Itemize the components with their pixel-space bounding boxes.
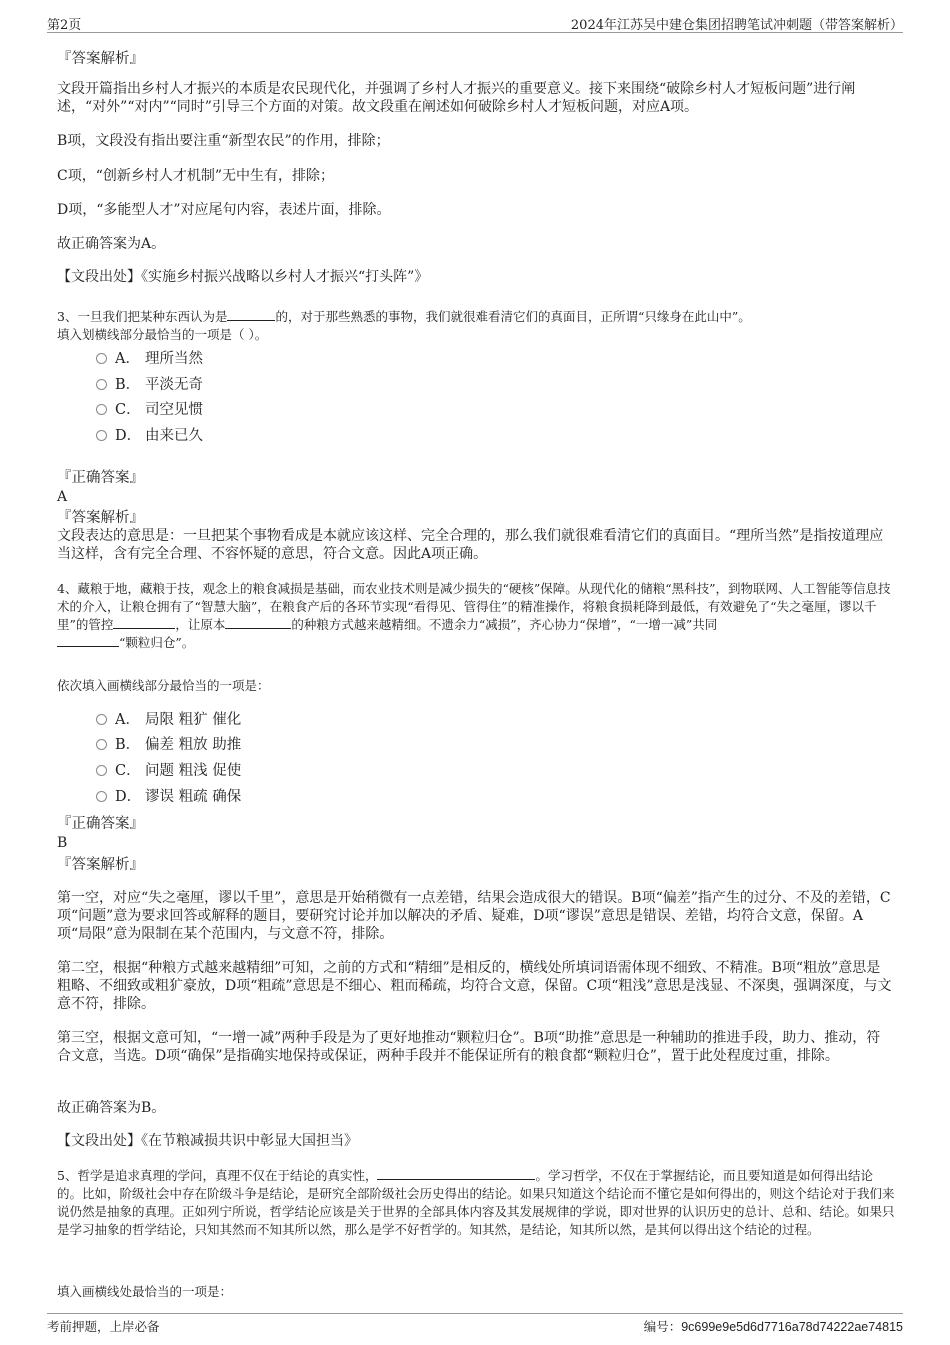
- q4-blank-1: [113, 616, 175, 629]
- q4-option-d[interactable]: D． 谬误 粗疏 确保: [96, 787, 241, 807]
- q3-answer: A: [57, 489, 68, 505]
- q3-option-d[interactable]: D． 由来已久: [96, 426, 203, 446]
- q2-analysis-p3: C项，“创新乡村人才机制”无中生有，排除；: [57, 168, 335, 184]
- q3-stem: [57, 308, 897, 344]
- q4-option-c[interactable]: C． 问题 粗浅 促使: [96, 761, 241, 781]
- q4-source: 【文段出处】《在节粮减损共识中彰显大国担当》: [57, 1133, 358, 1149]
- q4-answer-label: 『正确答案』: [57, 816, 144, 832]
- footer-code: 编号：9c699e9e5d6d7716a78d74222ae74815: [643, 1319, 903, 1334]
- footer-slogan: 考前押题，上岸必备: [47, 1319, 160, 1334]
- q4-analysis-p3: 第三空，根据文意可知，“一增一减”两种手段是为了更好地推动“颗粒归仓”。B项“助推”意思是一种辅助的推进手段，助力、推动，符合文意，当选。D项“确保”是指确实地保持或保证，两种手段并不能保证所有的粮食都“颗粒归仓”，置于此处程度过重，排除。: [57, 1030, 881, 1064]
- q3-analysis: 文段表达的意思是：一旦把某个事物看成是本就应该这样、完全合理的，那么我们就很难看清它们的真面目。“理所当然”是指按道理应当这样，含有完全合理、不容怀疑的意思，符合文意。因此A项正确。: [57, 528, 884, 562]
- q4-stem: 4、藏粮于地，藏粮于技，观念上的粮食减损是基础，而农业技术则是减少损失的“硬核”保障。从现代化的储粮“黑科技”，到物联网、人工智能等信息技术的介入，让粮仓拥有了“智慧大脑”，在粮食产后的各环节实现“看得见、管得住”的精准操作，将粮食损耗降到最低，有效避免了“失之毫厘，谬以千里”的管控 ，让原本 的种粮方式越来越精细。不遗余力“减损”，齐心协力“保增”，“一增一减”共同 “颗粒归仓”。: [57, 581, 891, 650]
- radio-icon[interactable]: [96, 404, 107, 415]
- q3-option-b[interactable]: B． 平淡无奇: [96, 375, 203, 395]
- radio-icon[interactable]: [96, 739, 107, 750]
- q3-analysis-label: 『答案解析』: [57, 510, 144, 526]
- radio-icon[interactable]: [96, 379, 107, 390]
- radio-icon[interactable]: [96, 791, 107, 802]
- q4-option-a[interactable]: A． 局限 粗犷 催化: [96, 710, 241, 730]
- q3-stem-c: 填入划横线部分最恰当的一项是（ ）。: [57, 327, 268, 342]
- q4-blank-3: [57, 634, 119, 647]
- radio-icon[interactable]: [96, 765, 107, 776]
- q3-blank: [227, 308, 275, 321]
- q2-analysis-label: 『答案解析』: [57, 51, 144, 67]
- q3-stem-b: 的，对于那些熟悉的事物，我们就很难看清它们的真面目，正所谓“只缘身在此山中”。: [275, 309, 751, 324]
- q5-prompt: 填入画横线处最恰当的一项是：: [57, 1284, 233, 1299]
- q4-analysis-p2: 第二空，根据“种粮方式越来越精细”可知，之前的方式和“精细”是相反的，横线处所填词语需体现不细致、不精准。B项“粗放”意思是粗略、不细致或粗犷豪放，D项“粗疏”意思是不细心、粗而稀疏，均符合文意，保留。C项“粗浅”意思是浅显、不深奥，强调深度，与文意不符，排除。: [57, 960, 892, 1012]
- q2-analysis-p4: D项，“多能型人才”对应尾句内容，表述片面，排除。: [57, 202, 391, 218]
- q3-option-c[interactable]: C． 司空见惯: [96, 400, 203, 420]
- q5-stem: 5、哲学是追求真理的学问，真理不仅在于结论的真实性， 。学习哲学，不仅在于掌握结论，而且要知道是如何得出结论的。比如，阶级社会中存在阶级斗争是结论，是研究全部阶级社会历史得出的结论。如果只知道这个结论而不懂它是如何得出的，则这个结论对于我们来说仍然是抽象的真理。正如列宁所说，哲学结论应该是关于世界的全部具体内容及其发展规律的学说，即对世界的认识历史的总计、总和、结论。如果只是学习抽象的哲学结论，只知其然而不知其所以然，那么是学不好哲学的。知其然，是结论，知其所以然，是其何以得出这个结论的过程。: [57, 1168, 895, 1237]
- q3-stem-a: 3、一旦我们把某种东西认为是: [57, 309, 228, 324]
- page-header: [47, 12, 903, 33]
- page-footer: [47, 1313, 903, 1336]
- q4-prompt: 依次填入画横线部分最恰当的一项是：: [57, 678, 270, 693]
- q2-analysis-p2: B项，文段没有指出要注重“新型农民”的作用，排除；: [57, 133, 390, 149]
- q4-answer: B: [57, 835, 68, 851]
- q2-source: 【文段出处】《实施乡村振兴战略以乡村人才振兴“打头阵”》: [57, 269, 429, 285]
- q4-option-b[interactable]: B． 偏差 粗放 助推: [96, 735, 241, 755]
- radio-icon[interactable]: [96, 714, 107, 725]
- q4-analysis-p4: 故正确答案为B。: [57, 1100, 166, 1116]
- q2-analysis-p5: 故正确答案为A。: [57, 236, 166, 252]
- radio-icon[interactable]: [96, 430, 107, 441]
- q4-blank-2: [225, 616, 291, 629]
- q5-blank: [377, 1167, 535, 1180]
- page-number: 第2页: [47, 18, 82, 33]
- q4-analysis-p1: 第一空，对应“失之毫厘，谬以千里”，意思是开始稍微有一点差错，结果会造成很大的错误。B项“偏差”指产生的过分、不及的差错，C项“问题”意为要求回答或解释的题目，要研究讨论并加以解决的矛盾、疑难，D项“谬误”意思是错误、差错，均符合文意，保留。A项“局限”意为限制在某个范围内，与文意不符，排除。: [57, 890, 891, 942]
- q4-analysis-label: 『答案解析』: [57, 857, 144, 873]
- document-title: 2024年江苏吴中建仓集团招聘笔试冲刺题（带答案解析）: [570, 18, 903, 33]
- q2-analysis-p1: 文段开篇指出乡村人才振兴的本质是农民现代化，并强调了乡村人才振兴的重要意义。接下来围绕“破除乡村人才短板问题”进行阐述，“对外”“对内”“同时”引导三个方面的对策。故文段重在阐述如何破除乡村人才短板问题，对应A项。: [57, 81, 856, 115]
- q3-answer-label: 『正确答案』: [57, 470, 144, 486]
- radio-icon[interactable]: [96, 353, 107, 364]
- q3-option-a[interactable]: A． 理所当然: [96, 349, 203, 369]
